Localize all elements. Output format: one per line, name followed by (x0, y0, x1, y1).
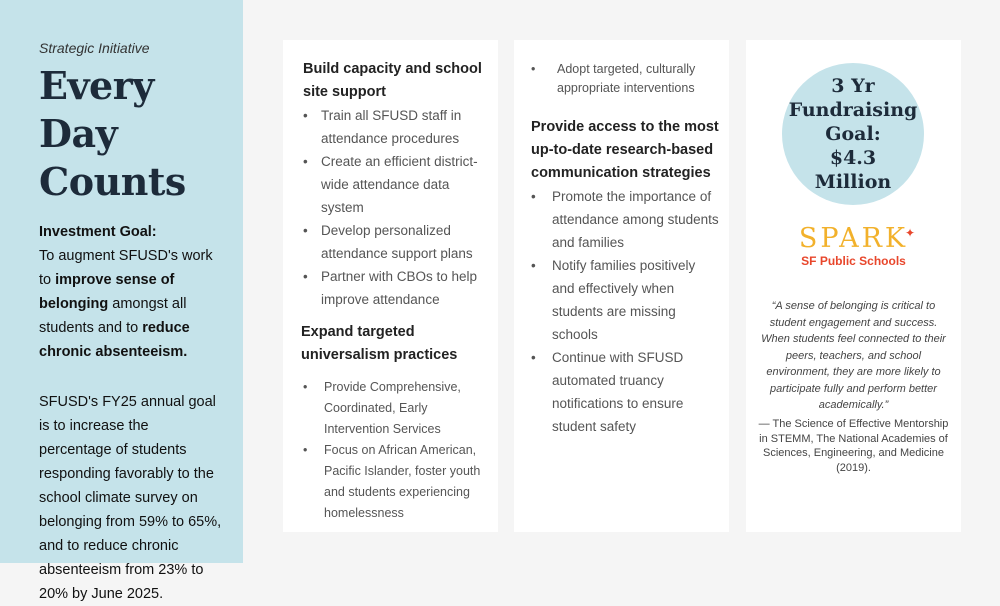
goal-text-1: To augment SFUSD's work to (39, 248, 213, 288)
belonging-quote: “A sense of belonging is critical to student engagement and success. When students feel connected to their peers, teachers, and school environment, they are more likely to participate fully and perform better academically.” (761, 300, 946, 411)
spark-logo-subtitle: SF Public Schools (801, 254, 906, 268)
list-item: • Develop personalized attendance support plans (303, 219, 488, 265)
goal-bold-1: improve sense of belonging (39, 272, 175, 312)
spark-star-icon: ✦ (905, 226, 919, 240)
list-item: • Promote the importance of attendance among students and families (531, 185, 719, 254)
list-item: • Notify families positively and effectively when students are missing schools (531, 254, 719, 346)
capacity-list (303, 104, 488, 311)
list-item: • Provide Comprehensive, Coordinated, Early Intervention Services (303, 377, 488, 440)
annual-goal-text: SFUSD's FY25 annual goal is to increase the percentage of students responding favorably to the school climate survey on belonging from 59% to 65%, and to reduce chronic absenteeism from 23% to 20% by June 2025. (39, 394, 222, 602)
goal-line-4: $4.3 Million (814, 147, 892, 193)
left-panel (0, 0, 243, 602)
section-heading-communication: Provide access to the most up-to-date research-based communication strategies (531, 119, 719, 181)
spark-logo-word (798, 223, 919, 254)
page-title-line-1: Every Day (39, 63, 154, 156)
goal-bold-2: reduce chronic absenteeism. (39, 320, 190, 360)
page-title (39, 62, 225, 206)
page-title-line-2: Counts (39, 159, 186, 204)
section-heading-capacity: Build capacity and school site support (303, 61, 482, 100)
list-item: • Train all SFUSD staff in attendance procedures (303, 104, 488, 150)
strategy-card-1 (283, 40, 498, 532)
fundraising-card (746, 40, 961, 532)
interventions-list (531, 60, 719, 98)
list-item: • Create an efficient district-wide attendance data system (303, 150, 488, 219)
spark-logo-text: SPARK (798, 223, 909, 254)
list-item: • Partner with CBOs to help improve attendance (303, 265, 488, 311)
list-item: • Continue with SFUSD automated truancy notifications to ensure student safety (531, 346, 719, 438)
universalism-list (303, 377, 488, 524)
fundraising-goal-circle (782, 63, 924, 205)
goal-text-2: amongst all students and to (39, 296, 187, 336)
section-heading-universalism: Expand targeted universalism practices (301, 324, 458, 363)
list-item: • Adopt targeted, culturally appropriate interventions (531, 60, 719, 98)
strategy-card-2 (514, 40, 729, 532)
goal-line-1: 3 Yr (831, 75, 875, 97)
investment-goal-label: Investment Goal: (39, 224, 157, 240)
eyebrow-label: Strategic Initiative (39, 40, 150, 56)
investment-goal (39, 220, 225, 364)
communication-list (531, 185, 719, 438)
quote-citation: — The Science of Effective Mentorship in STEMM, The National Academies of Sciences, Engineering, and Medicine (2019). (758, 418, 949, 474)
list-item: • Focus on African American, Pacific Islander, foster youth and students experiencing homelessness (303, 440, 488, 524)
goal-line-3: Goal: (825, 123, 881, 145)
goal-line-2: Fundraising (788, 99, 918, 121)
spark-logo (746, 224, 961, 268)
